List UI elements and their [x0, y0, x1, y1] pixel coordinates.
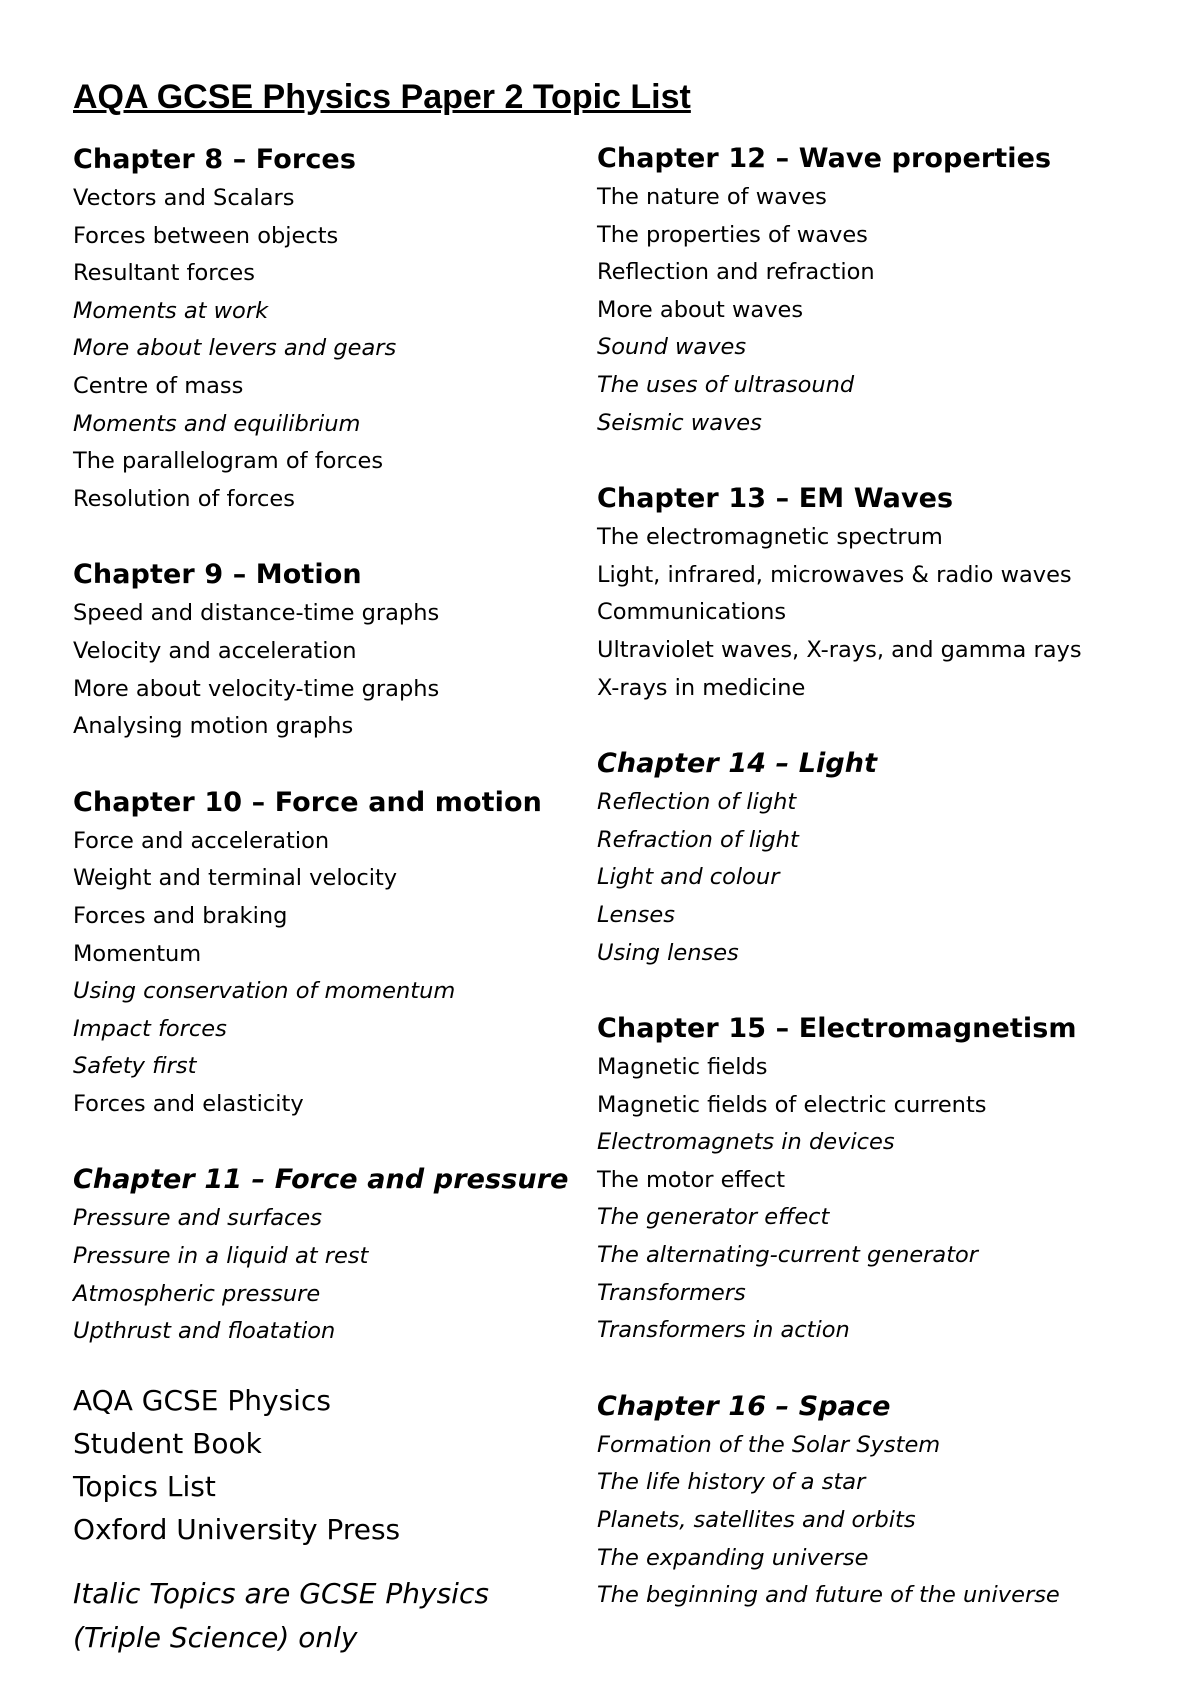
chapter-title: Chapter 13 – EM Waves [597, 483, 954, 515]
topic-item: The nature of waves [597, 184, 827, 210]
right-column [597, 139, 1117, 1615]
topic-item: Atmospheric pressure [73, 1280, 321, 1307]
topic-item: The parallelogram of forces [73, 448, 384, 475]
topic-item: Transformers [597, 1279, 746, 1306]
topic-item: Analysing motion graphs [73, 713, 354, 740]
topic-item: Velocity and acceleration [73, 637, 357, 664]
topic-item: More about levers and gears [73, 335, 397, 362]
topic-item: Forces and elasticity [73, 1090, 304, 1117]
topic-item: Reflection and refraction [597, 259, 875, 286]
topic-item: The generator effect [597, 1204, 830, 1231]
chapter-10 [73, 783, 573, 1124]
chapter-9 [73, 555, 573, 745]
topic-item: Forces and braking [73, 902, 288, 929]
topic-item: Moments and equilibrium [73, 410, 361, 437]
chapter-title: Chapter 14 – Light [597, 748, 878, 780]
topic-item: The motor effect [597, 1166, 786, 1193]
topic-item: More about velocity-time graphs [73, 675, 440, 702]
topic-item: Reflection of light [597, 789, 797, 816]
topic-item: Magnetic fields [597, 1054, 768, 1081]
topic-item: Force and acceleration [73, 827, 330, 854]
topic-item: Communications [597, 599, 787, 626]
topic-item: Weight and terminal velocity [73, 865, 398, 892]
topic-item: Magnetic fields of electric currents [597, 1091, 987, 1118]
book-info-line: AQA GCSE Physics [73, 1383, 331, 1417]
topic-item: Sound waves [597, 334, 747, 361]
left-column [73, 140, 573, 1660]
topic-item: Using lenses [597, 939, 739, 966]
chapter-13 [597, 479, 1117, 707]
chapter-11 [73, 1160, 573, 1350]
topic-item: Lenses [597, 901, 675, 928]
topic-item: Pressure and surfaces [73, 1205, 322, 1232]
note-line: Italic Topics are GCSE Physics [73, 1576, 489, 1610]
topic-item: The beginning and future of the universe [597, 1582, 1060, 1609]
topic-item: Seismic waves [597, 409, 762, 436]
chapter-title: Chapter 9 – Motion [73, 559, 362, 591]
topic-item: Momentum [73, 940, 202, 967]
topic-item: The uses of ultrasound [597, 371, 855, 398]
book-info [73, 1379, 573, 1551]
chapter-title: Chapter 8 – Forces [73, 144, 357, 175]
chapter-title: Chapter 10 – Force and motion [73, 786, 543, 818]
topic-item: Formation of the Solar System [597, 1431, 941, 1458]
italic-note [73, 1572, 573, 1660]
chapter-title: Chapter 12 – Wave properties [597, 143, 1052, 174]
topic-item: Vectors and Scalars [73, 185, 295, 211]
topic-item: Impact forces [73, 1015, 227, 1042]
topic-item: Resolution of forces [73, 485, 295, 512]
book-info-line: Student Book [73, 1426, 262, 1460]
topic-item: Refraction of light [597, 826, 799, 853]
topic-item: Forces between objects [73, 222, 339, 249]
topic-item: Transformers in action [597, 1317, 850, 1344]
topic-item: The alternating-current generator [597, 1242, 979, 1269]
topic-item: Electromagnets in devices [597, 1129, 895, 1156]
chapter-title: Chapter 15 – Electromagnetism [597, 1013, 1077, 1045]
topic-item: Planets, satellites and orbits [597, 1507, 916, 1534]
topic-item: Ultraviolet waves, X-rays, and gamma rays [597, 636, 1082, 663]
topic-item: The properties of waves [597, 221, 868, 248]
chapter-14 [597, 744, 1117, 972]
page-title: AQA GCSE Physics Paper 2 Topic List [73, 78, 691, 116]
chapter-title: Chapter 16 – Space [597, 1390, 891, 1422]
topic-item: Speed and distance-time graphs [73, 600, 440, 627]
topic-item: Pressure in a liquid at rest [73, 1243, 369, 1270]
chapter-title: Chapter 11 – Force and pressure [73, 1164, 569, 1196]
topic-item: Centre of mass [73, 372, 244, 399]
topic-item: The life history of a star [597, 1469, 866, 1496]
topic-item: The electromagnetic spectrum [597, 524, 943, 551]
chapter-12 [597, 139, 1117, 442]
topic-item: Moments at work [73, 297, 269, 324]
topic-item: The expanding universe [597, 1544, 869, 1571]
topic-item: Resultant forces [73, 260, 255, 287]
topic-item: Light, infrared, microwaves & radio waves [597, 561, 1072, 588]
book-info-line: Oxford University Press [73, 1512, 401, 1546]
topic-item: More about waves [597, 296, 804, 323]
topic-item: X-rays in medicine [597, 674, 806, 701]
topic-item: Light and colour [597, 864, 780, 891]
book-info-line: Topics List [73, 1469, 216, 1503]
chapter-8 [73, 140, 573, 518]
chapter-15 [597, 1009, 1117, 1350]
chapter-16 [597, 1387, 1117, 1615]
topic-item: Using conservation of momentum [73, 978, 456, 1005]
topic-item: Upthrust and floatation [73, 1318, 336, 1345]
note-line: (Triple Science) only [73, 1620, 358, 1654]
topic-item: Safety first [73, 1053, 197, 1080]
